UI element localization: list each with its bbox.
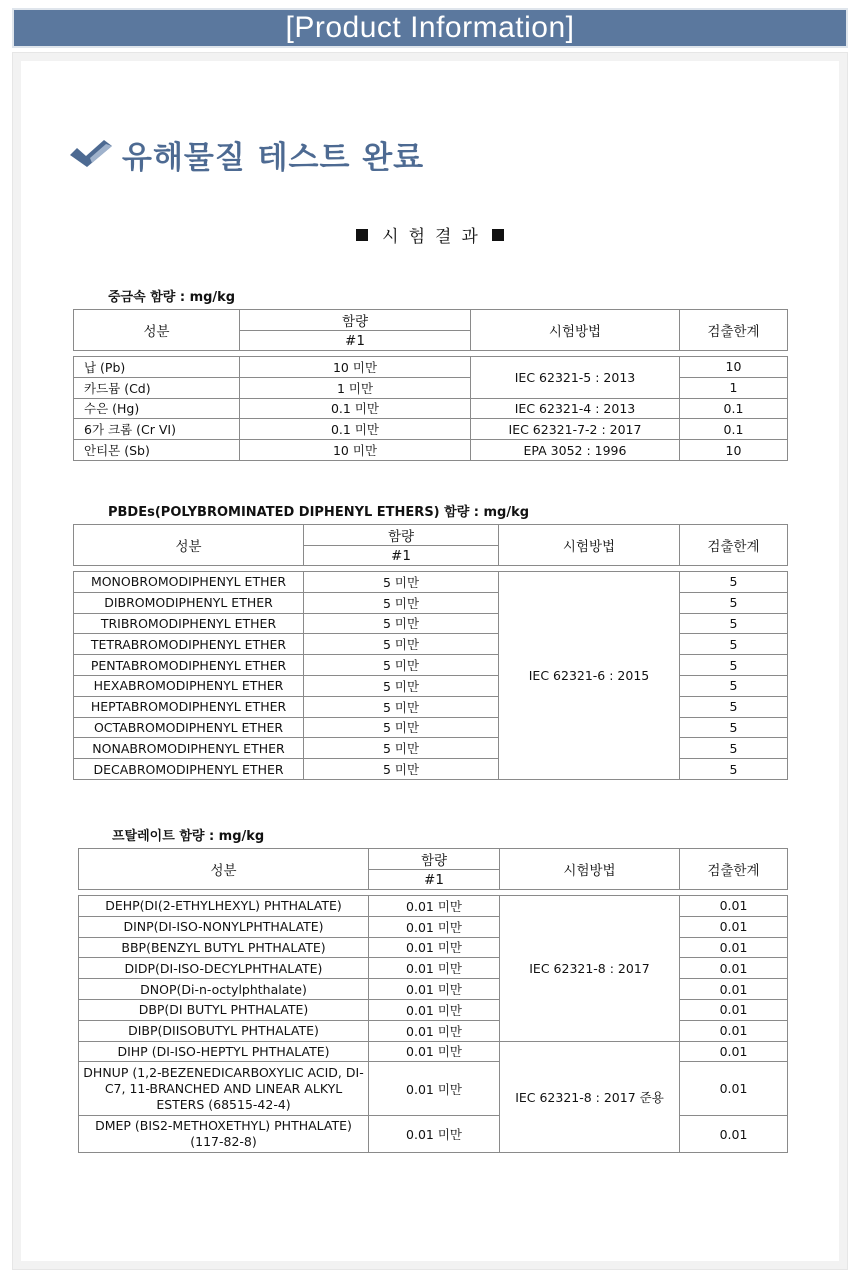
component-cell: OCTABROMODIPHENYL ETHER <box>74 717 304 738</box>
value-cell: 5 미만 <box>304 738 499 759</box>
limit-cell: 5 <box>680 572 788 593</box>
value-cell: 0.01 미만 <box>369 1041 500 1062</box>
table-row <box>74 759 788 780</box>
header-method: 시험방법 <box>499 525 680 566</box>
pbde-table <box>73 524 788 780</box>
value-cell: 0.01 미만 <box>369 958 500 979</box>
value-cell: 10 미만 <box>240 440 471 461</box>
component-cell: 6가 크롬 (Cr VI) <box>74 419 240 440</box>
value-cell: 5 미만 <box>304 759 499 780</box>
section-title <box>68 132 424 176</box>
component-cell: DBP(DI BUTYL PHTHALATE) <box>79 999 369 1020</box>
table-row <box>74 696 788 717</box>
limit-cell: 0.01 <box>680 979 788 1000</box>
component-cell: HEPTABROMODIPHENYL ETHER <box>74 696 304 717</box>
value-cell: 0.1 미만 <box>240 398 471 419</box>
method-cell: IEC 62321-7-2 : 2017 <box>471 419 680 440</box>
component-cell: DMEP (BIS2-METHOXETHYL) PHTHALATE) (117-82-8) <box>79 1116 369 1153</box>
method-cell: EPA 3052 : 1996 <box>471 440 680 461</box>
heavy-metals-caption: 중금속 함량 : mg/kg <box>108 290 236 305</box>
header-sample: #1 <box>369 870 500 890</box>
table-row <box>79 979 788 1000</box>
component-cell: DIHP (DI-ISO-HEPTYL PHTHALATE) <box>79 1041 369 1062</box>
results-heading <box>0 222 860 247</box>
component-cell: DEHP(DI(2-ETHYLHEXYL) PHTHALATE) <box>79 896 369 917</box>
limit-cell: 5 <box>680 759 788 780</box>
component-cell: 카드뮴 (Cd) <box>74 377 240 398</box>
limit-cell: 1 <box>680 377 788 398</box>
header-method: 시험방법 <box>500 849 680 890</box>
table-row <box>79 1041 788 1062</box>
component-cell: 납 (Pb) <box>74 357 240 378</box>
header-bar <box>12 8 848 48</box>
table-row <box>79 1062 788 1116</box>
limit-cell: 0.01 <box>680 916 788 937</box>
table-row <box>79 958 788 979</box>
header-title: [Product Information] <box>285 11 575 44</box>
table-row <box>74 592 788 613</box>
table-row <box>74 357 788 378</box>
section-title-text: 유해물질 테스트 완료 <box>122 139 425 176</box>
component-cell: DECABROMODIPHENYL ETHER <box>74 759 304 780</box>
limit-cell: 0.01 <box>680 1062 788 1116</box>
table-row <box>74 419 788 440</box>
table-row <box>74 738 788 759</box>
header-sample: #1 <box>304 546 499 566</box>
component-cell: BBP(BENZYL BUTYL PHTHALATE) <box>79 937 369 958</box>
header-sample: #1 <box>240 331 471 351</box>
value-cell: 5 미만 <box>304 717 499 738</box>
value-cell: 0.01 미만 <box>369 916 500 937</box>
limit-cell: 0.01 <box>680 958 788 979</box>
limit-cell: 0.01 <box>680 937 788 958</box>
value-cell: 5 미만 <box>304 675 499 696</box>
table-row <box>74 572 788 593</box>
pbde-caption: PBDEs(POLYBROMINATED DIPHENYL ETHERS) 함량 : mg/kg <box>108 505 530 520</box>
component-cell: NONABROMODIPHENYL ETHER <box>74 738 304 759</box>
header-method: 시험방법 <box>471 310 680 351</box>
limit-cell: 5 <box>680 634 788 655</box>
method-cell: IEC 62321-4 : 2013 <box>471 398 680 419</box>
component-cell: DNOP(Di-n-octylphthalate) <box>79 979 369 1000</box>
component-cell: 안티몬 (Sb) <box>74 440 240 461</box>
value-cell: 0.01 미만 <box>369 1020 500 1041</box>
limit-cell: 5 <box>680 717 788 738</box>
header-limit: 검출한계 <box>680 849 788 890</box>
limit-cell: 0.01 <box>680 896 788 917</box>
component-cell: TRIBROMODIPHENYL ETHER <box>74 613 304 634</box>
component-cell: DIBP(DIISOBUTYL PHTHALATE) <box>79 1020 369 1041</box>
table-row <box>79 937 788 958</box>
component-cell: DINP(DI-ISO-NONYLPHTHALATE) <box>79 916 369 937</box>
header-component: 성분 <box>74 525 304 566</box>
limit-cell: 0.01 <box>680 999 788 1020</box>
table-row <box>79 916 788 937</box>
component-cell: PENTABROMODIPHENYL ETHER <box>74 655 304 676</box>
limit-cell: 10 <box>680 357 788 378</box>
component-cell: MONOBROMODIPHENYL ETHER <box>74 572 304 593</box>
table-row <box>79 1020 788 1041</box>
bullet-square-icon <box>492 229 504 241</box>
limit-cell: 5 <box>680 738 788 759</box>
table-row <box>74 398 788 419</box>
value-cell: 5 미만 <box>304 655 499 676</box>
method-cell: IEC 62321-6 : 2015 <box>499 572 680 780</box>
table-row <box>74 613 788 634</box>
method-cell: IEC 62321-5 : 2013 <box>471 357 680 399</box>
value-cell: 5 미만 <box>304 696 499 717</box>
value-cell: 0.01 미만 <box>369 999 500 1020</box>
table-row <box>79 896 788 917</box>
value-cell: 5 미만 <box>304 572 499 593</box>
component-cell: DIBROMODIPHENYL ETHER <box>74 592 304 613</box>
value-cell: 0.1 미만 <box>240 419 471 440</box>
value-cell: 5 미만 <box>304 592 499 613</box>
results-heading-text: 시험결과 <box>382 227 488 247</box>
table-row <box>79 1116 788 1153</box>
limit-cell: 0.01 <box>680 1020 788 1041</box>
header-limit: 검출한계 <box>680 525 788 566</box>
limit-cell: 5 <box>680 675 788 696</box>
value-cell: 0.01 미만 <box>369 1116 500 1153</box>
table-row <box>74 440 788 461</box>
component-cell: DIDP(DI-ISO-DECYLPHTHALATE) <box>79 958 369 979</box>
component-cell: DHNUP (1,2-BEZENEDICARBOXYLIC ACID, DI-C7, 11-BRANCHED AND LINEAR ALKYL ESTERS (68515-42-4) <box>79 1062 369 1116</box>
phthalates-caption: 프탈레이트 함량 : mg/kg <box>112 829 265 844</box>
heavy-metals-table <box>73 309 788 461</box>
limit-cell: 5 <box>680 655 788 676</box>
limit-cell: 5 <box>680 613 788 634</box>
value-cell: 0.01 미만 <box>369 1062 500 1116</box>
value-cell: 10 미만 <box>240 357 471 378</box>
table-row <box>74 655 788 676</box>
method-cell: IEC 62321-8 : 2017 준용 <box>500 1041 680 1153</box>
value-cell: 0.01 미만 <box>369 896 500 917</box>
method-cell: IEC 62321-8 : 2017 <box>500 896 680 1042</box>
limit-cell: 5 <box>680 696 788 717</box>
phthalates-table <box>78 848 788 1153</box>
table-row <box>74 717 788 738</box>
header-content: 함량 <box>304 525 499 546</box>
limit-cell: 5 <box>680 592 788 613</box>
header-content: 함량 <box>240 310 471 331</box>
component-cell: HEXABROMODIPHENYL ETHER <box>74 675 304 696</box>
limit-cell: 0.01 <box>680 1041 788 1062</box>
value-cell: 5 미만 <box>304 634 499 655</box>
value-cell: 1 미만 <box>240 377 471 398</box>
component-cell: 수은 (Hg) <box>74 398 240 419</box>
table-row <box>74 634 788 655</box>
header-component: 성분 <box>74 310 240 351</box>
header-limit: 검출한계 <box>680 310 788 351</box>
limit-cell: 0.1 <box>680 398 788 419</box>
limit-cell: 10 <box>680 440 788 461</box>
table-row <box>74 675 788 696</box>
value-cell: 0.01 미만 <box>369 937 500 958</box>
checkmark-icon <box>68 140 114 168</box>
header-component: 성분 <box>79 849 369 890</box>
table-row <box>79 999 788 1020</box>
component-cell: TETRABROMODIPHENYL ETHER <box>74 634 304 655</box>
bullet-square-icon <box>356 229 368 241</box>
table-row <box>74 377 788 398</box>
header-content: 함량 <box>369 849 500 870</box>
limit-cell: 0.01 <box>680 1116 788 1153</box>
value-cell: 0.01 미만 <box>369 979 500 1000</box>
limit-cell: 0.1 <box>680 419 788 440</box>
value-cell: 5 미만 <box>304 613 499 634</box>
